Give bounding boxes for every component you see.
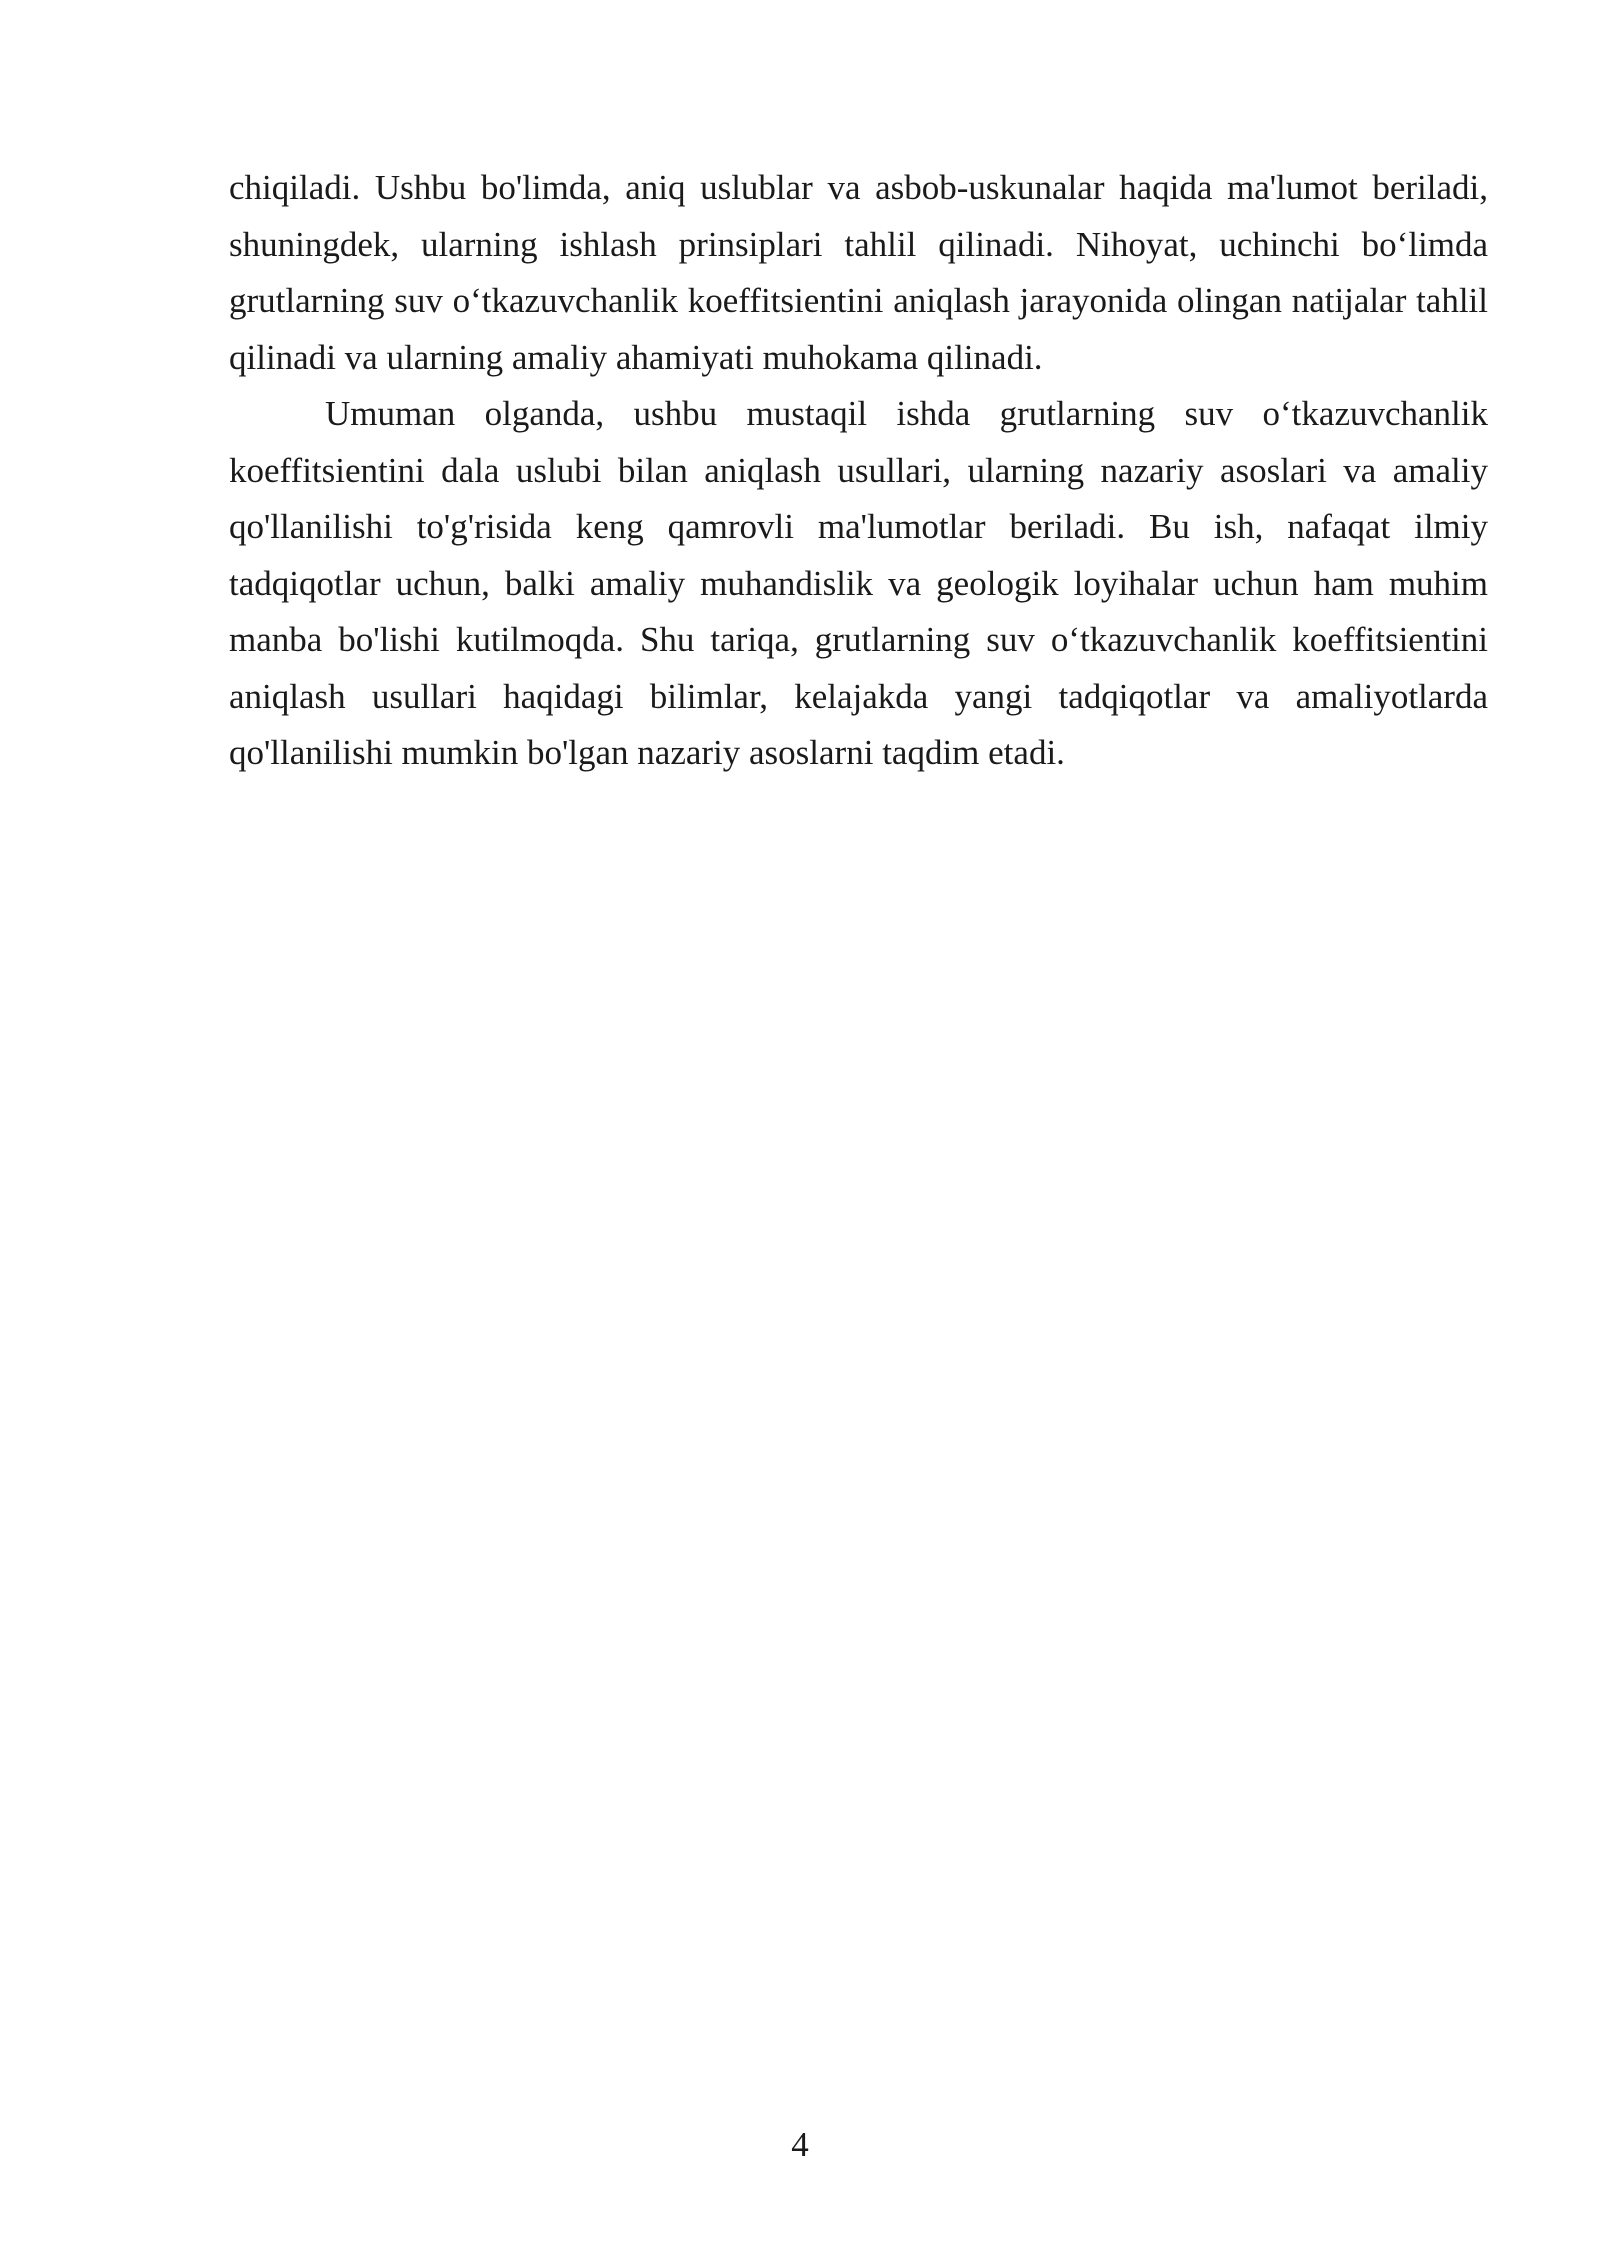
- paragraph-conclusion: Umuman olganda, ushbu mustaqil ishda grutlarning suv o‘tkazuvchanlik koeffitsientini dala uslubi bilan aniqlash usullari, ularning nazariy asoslari va amaliy qo'llanilishi to'g'risida keng qamrovli ma'lumotlar beriladi. Bu ish, nafaqat ilmiy tadqiqotlar uchun, balki amaliy muhandislik va geologik loyihalar uchun ham muhim manba bo'lishi kutilmoqda. Shu tariqa, grutlarning suv o‘tkazuvchanlik koeffitsientini aniqlash usullari haqidagi bilimlar, kelajakda yangi tadqiqotlar va amaliyotlarda qo'llanilishi mumkin bo'lgan nazariy asoslarni taqdim etadi.: [229, 394, 1488, 772]
- body-text: [229, 160, 1488, 782]
- paragraph-continuation: chiqiladi. Ushbu bo'limda, aniq uslublar va asbob-uskunalar haqida ma'lumot beriladi, shuningdek, ularning ishlash prinsiplari tahlil qilinadi. Nihoyat, uchinchi bo‘limda grutlarning suv o‘tkazuvchanlik koeffitsientini aniqlash jarayonida olingan natijalar tahlil qilinadi va ularning amaliy ahamiyati muhokama qilinadi.: [229, 168, 1488, 377]
- page-number: 4: [791, 2125, 809, 2164]
